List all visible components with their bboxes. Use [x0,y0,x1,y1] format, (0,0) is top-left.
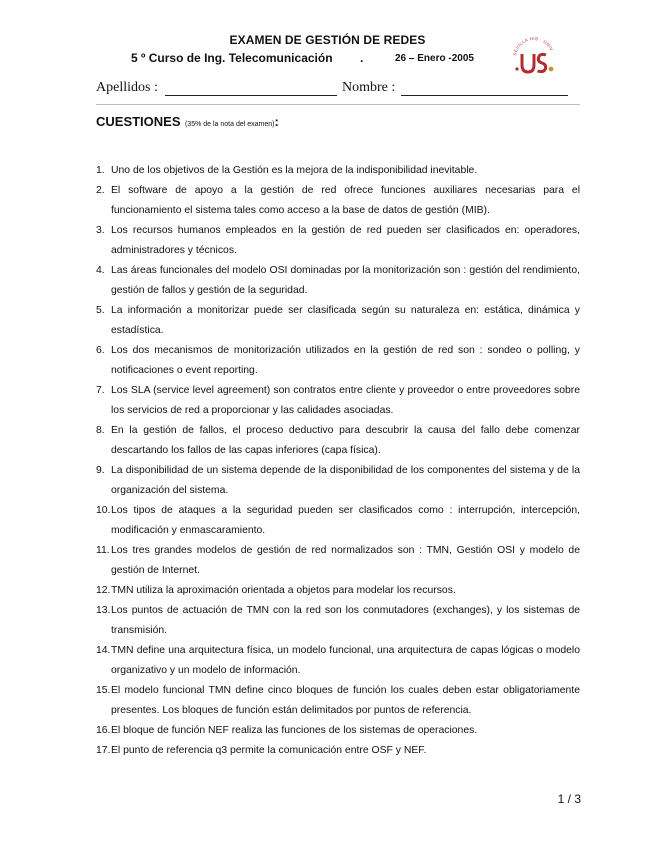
question-text: Los dos mecanismos de monitorización utilizados en la gestión de red son : sondeo o polling, y notificaciones o event reporting. [111,345,580,376]
name-field[interactable] [401,95,568,96]
question-item [96,341,580,381]
question-text: Los recursos humanos empleados en la gestión de red pueden ser clasificados en: operadores, administradores y técnicos. [111,225,580,256]
exam-title: EXAMEN DE GESTIÓN DE REDES [229,33,426,47]
logo-ring-text: SEVILLA HIS · UNIV [512,35,555,57]
question-text: La información a monitorizar puede ser clasificada según su naturaleza en: estática, dinámica y estadística. [111,305,580,336]
question-item [96,601,580,641]
question-text: El punto de referencia q3 permite la comunicación entre OSF y NEF. [111,745,427,756]
question-text: Los puntos de actuación de TMN con la red son los conmutadores (exchanges), y los sistemas de transmisión. [111,605,580,636]
question-number: 10. [96,505,111,516]
exam-date: 26 – Enero -2005 [395,53,474,64]
svg-text:SEVILLA HIS · UNIV [512,36,554,56]
question-item [96,741,580,761]
header-divider [96,104,580,105]
surname-field[interactable] [165,95,337,96]
question-text: En la gestión de fallos, el proceso deductivo para descubrir la causa del fallo debe comenzar descartando los fallos de las capas inferiores (capa física). [111,425,580,456]
question-item [96,161,580,181]
question-item [96,221,580,261]
question-number: 2. [96,185,105,196]
question-number: 3. [96,225,105,236]
question-text: Uno de los objetivos de la Gestión es la mejora de la indisponibilidad inevitable. [111,165,478,176]
question-text: TMN define una arquitectura física, un modelo funcional, una arquitectura de capas lógicas o modelo organizativo y un modelo de información. [111,645,580,676]
question-item [96,181,580,221]
question-text: Los SLA (service level agreement) son contratos entre cliente y proveedor o entre proveedores sobre los servicios de red a proporcionar y las calidades asociadas. [111,385,580,416]
section-subnote: (35% de la nota del examen) [184,121,275,128]
section-heading [96,113,279,131]
question-number: 15. [96,685,111,696]
question-text: La disponibilidad de un sistema depende de la disponibilidad de los componentes del sistema y de la organización del sistema. [111,465,580,496]
course-dot: . [360,51,364,65]
university-seal-logo [509,32,559,78]
question-number: 6. [96,345,105,356]
course-line: 5 º Curso de Ing. Telecomunicación [131,51,333,65]
question-text: TMN utiliza la aproximación orientada a objetos para modelar los recursos. [111,585,456,596]
question-text: Los tipos de ataques a la seguridad pueden ser clasificados como : interrupción, intercepción, modificación y enmascaramiento. [111,505,580,536]
question-number: 9. [96,465,105,476]
question-item [96,641,580,681]
logo-initials: US [533,76,535,77]
question-number: 5. [96,305,105,316]
question-item [96,301,580,341]
page-number: 1 / 3 [557,792,581,806]
name-label: Nombre : [342,80,396,95]
question-number: 4. [96,265,105,276]
question-text: Los tres grandes modelos de gestión de red normalizados son : TMN, Gestión OSI y modelo de gestión de Internet. [111,545,580,576]
question-number: 13. [96,605,111,616]
student-name-row [96,80,580,100]
section-title: CUESTIONES [96,114,181,129]
question-number: 1. [96,165,105,176]
question-item [96,721,580,741]
question-item [96,541,580,581]
question-number: 14. [96,645,111,656]
question-item [96,461,580,501]
question-text: Las áreas funcionales del modelo OSI dominadas por la monitorización son : gestión del rendimiento, gestión de fallos y gestión de la seguridad. [111,265,580,296]
question-item [96,501,580,541]
question-number: 16. [96,725,111,736]
question-item [96,681,580,721]
question-number: 8. [96,425,105,436]
question-number: 7. [96,385,105,396]
question-number: 12. [96,585,111,596]
question-text: El software de apoyo a la gestión de red ofrece funciones auxiliares necesarias para el funcionamiento el sistema tales como acceso a la base de datos de gestión (MIB). [111,185,580,216]
question-item [96,421,580,461]
section-colon: : [274,114,279,129]
question-list [96,161,580,761]
question-text: El bloque de función NEF realiza las funciones de los sistemas de operaciones. [111,725,478,736]
surname-label: Apellidos : [96,80,158,95]
question-text: El modelo funcional TMN define cinco bloques de función los cuales deben estar obligatoriamente presentes. Los bloques de función están delimitados por puntos de referencia. [111,685,580,716]
question-item [96,261,580,301]
question-item [96,581,580,601]
question-item [96,381,580,421]
question-number: 11. [96,545,110,556]
question-number: 17. [96,745,111,756]
